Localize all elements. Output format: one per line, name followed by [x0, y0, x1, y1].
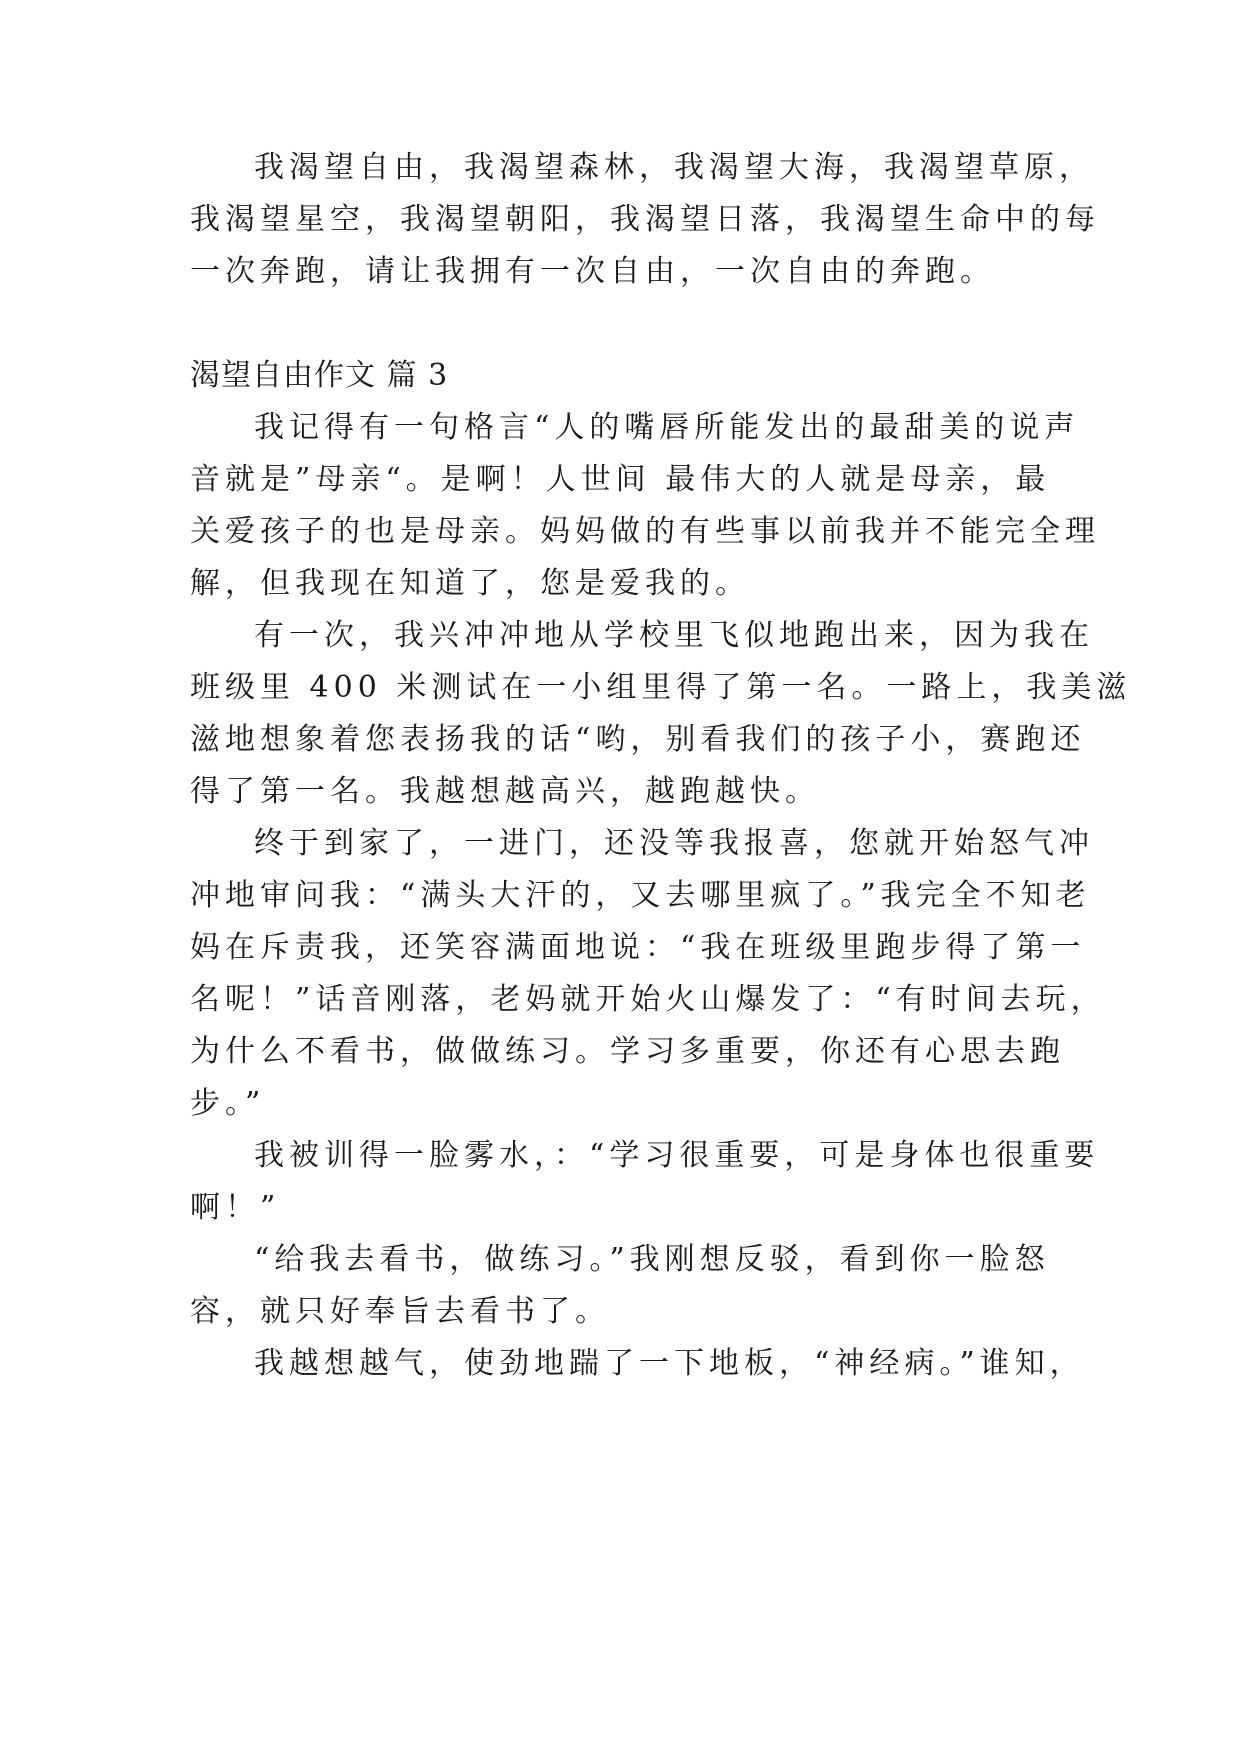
paragraph-line-12: 得了第一名。我越想越高兴，越跑越快。	[190, 774, 820, 809]
paragraph-line-19: 我被训得一脸雾水，：“学习很重要，可是身体也很重要	[254, 1138, 1100, 1173]
paragraph-line-14: 冲地审问我：“满头大汗的，又去哪里疯了。”我完全不知老	[190, 878, 1091, 913]
paragraph-line-2: 我渴望星空，我渴望朝阳，我渴望日落，我渴望生命中的每	[190, 202, 1100, 237]
paragraph-line-17: 为什么不看书，做做练习。学习多重要，你还有心思去跑	[190, 1034, 1065, 1069]
paragraph-line-11: 滋地想象着您表扬我的话“哟，别看我们的孩子小，赛跑还	[190, 722, 1086, 757]
paragraph-line-3: 一次奔跑，请让我拥有一次自由，一次自由的奔跑。	[190, 254, 995, 289]
paragraph-line-9: 有一次，我兴冲冲地从学校里飞似地跑出来，因为我在	[254, 618, 1094, 653]
paragraph-line-6: 音就是”母亲“。是啊！人世间 最伟大的人就是母亲，最	[190, 462, 1051, 497]
paragraph-line-15: 妈在斥责我，还笑容满面地说：“我在班级里跑步得了第一	[190, 930, 1086, 965]
paragraph-line-5: 我记得有一句格言“人的嘴唇所能发出的最甜美的说声	[254, 410, 1080, 445]
paragraph-line-13: 终于到家了，一进门，还没等我报喜，您就开始怒气冲	[254, 826, 1094, 861]
paragraph-line-23: 我越想越气，使劲地踹了一下地板，“神经病。”谁知，	[254, 1346, 1085, 1381]
paragraph-line-22: 容，就只好奉旨去看书了。	[190, 1294, 610, 1329]
paragraph-line-20: 啊！”	[190, 1190, 281, 1225]
paragraph-line-1: 我渴望自由，我渴望森林，我渴望大海，我渴望草原，	[254, 150, 1094, 185]
paragraph-line-10: 班级里 400 米测试在一小组里得了第一名。一路上，我美滋	[190, 670, 1132, 705]
paragraph-line-16: 名呢！”话音刚落，老妈就开始火山爆发了：“有时间去玩，	[190, 982, 1106, 1017]
paragraph-line-21: “给我去看书，做练习。”我刚想反驳，看到你一脸怒	[254, 1242, 1050, 1277]
paragraph-line-18: 步。”	[190, 1086, 266, 1121]
section-heading: 渴望自由作文 篇 3	[190, 358, 449, 393]
paragraph-line-7: 关爱孩子的也是母亲。妈妈做的有些事以前我并不能完全理	[190, 514, 1100, 549]
paragraph-line-8: 解，但我现在知道了，您是爱我的。	[190, 566, 750, 601]
